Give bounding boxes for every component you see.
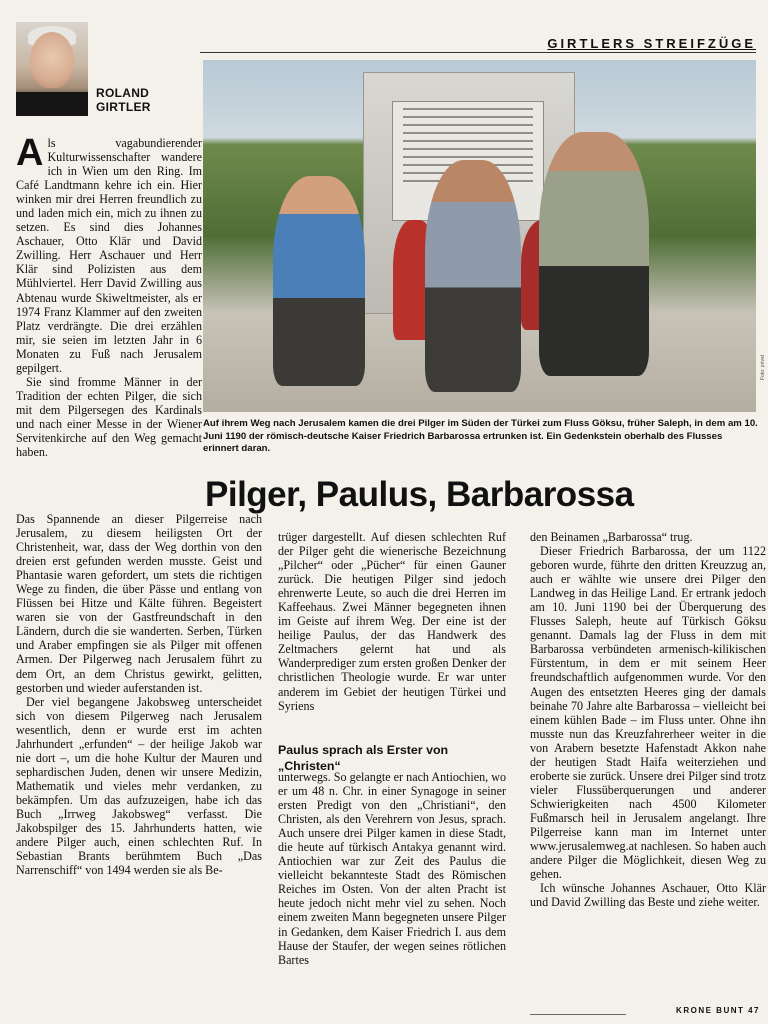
article-paragraph: Als vagabundierender Kulturwissenschafter wandere ich in Wien um den Ring. Im Café Landtmann kehre ich ein. Hier winken mir drei Herren freundlich zu und laden mich ein, mich zu ihnen zu setzen. Es sind dies Johannes Aschauer, Otto Klär und David Zwilling. Herr Aschauer und Herr Klär sind Polizisten aus dem Mühlviertel. Herr David Zwilling aus Abtenau wurde Skiweltmeister, als er 1974 Franz Klammer auf den zweiten Platz verdrängte. Die drei erzählen mir, sie seien im letzten Jahr in 6 Monaten zu Fuß nach Jerusalem gepilgert. [16, 132, 202, 375]
pilgrim-right [539, 132, 649, 376]
article-paragraph: trüger dargestellt. Auf diesen schlechten Ruf der Pilger geht die wienerische Bezeichnung „Pilcher“ oder „Pücher“ für einen Gauner zurück. Die heutigen Pilger sind jedoch ehrenwerte Leute, so auch die drei Herren im Kaffeehaus. Zwei Männer begegneten ihnen im Geiste auf ihrem Weg. Der eine ist der heilige Paulus, der das Handwerk des Zeltmachers gelernt hat und als Wanderprediger zum ersten großen Denker der christlichen Theologie wurde. Er war unter anderem im Gebiet der heutigen Türkei und Syriens [278, 530, 506, 713]
article-paragraph: Ich wünsche Johannes Aschauer, Otto Klär und David Zwilling das Beste und ziehe weiter. [530, 881, 766, 910]
article-column-1-upper [16, 132, 202, 460]
article-headline: Pilger, Paulus, Barbarossa [205, 475, 634, 514]
author-name [96, 86, 196, 114]
article-column-3 [530, 530, 766, 909]
photo-caption: Auf ihrem Weg nach Jerusalem kamen die drei Pilger im Süden der Türkei zum Fluss Göksu, früher Saleph, in dem am 10. Juni 1190 der römisch-deutsche Kaiser Friedrich Barbarossa ertrunken ist. Ein Gedenkstein oberhalb des Flusses erinnert daran. [203, 418, 758, 455]
article-paragraph: Der viel begangene Jakobsweg unterscheidet sich von diesem Pilgerweg nach Jerusalem wesentlich, denn er wurde erst im achten Jahrhundert „erfunden“ – der heilige Jakob war nie dort –, um die hohe Kultur der Mauren und sephardischen Juden, denen wir unsere Medizin, Mathematik und vieles mehr verdanken, zu bekämpfen. Um das aufzuzeigen, habe ich das Buch „Irrweg Jakobsweg“ verfasst. Die Jakobspilger des 15. Jahrhunderts hatten, wie andere Pilger auch, einen schlechten Ruf. In Sebastian Brants berühmtem Buch „Das Narrenschiff“ von 1494 werden sie als Be- [16, 694, 262, 878]
column-kicker: GIRTLERS STREIFZÜGE [547, 36, 756, 51]
article-column-2-lower [278, 770, 506, 967]
header-rule [200, 52, 756, 53]
article-column-2-upper [278, 530, 506, 713]
author-portrait [16, 22, 88, 116]
article-paragraph: Das Spannende an dieser Pilgerreise nach Jerusalem, zu diesem heiligsten Ort der Christenheit, war, dass der Weg dorthin von den dreien erst gefunden werden musste. Geist und Phantasie waren gefordert, um stets die richtigen Wege zu finden, die über Pässe und entlang von Flüssen bei Hitze und Kälte führen. Begeistert waren sie von der Gastfreundschaft in den Ländern, durch die sie wanderten. Serben, Türken und Araber empfingen sie als Pilger mit offenen Armen. Der Pilgerweg nach Jerusalem führt zu dem Ort, an dem Christus gewirkt, gelitten, gestorben und wieder auferstanden ist. [16, 512, 262, 695]
author-first-name: ROLAND [96, 86, 150, 100]
article-paragraph: Dieser Friedrich Barbarossa, der um 1122 geboren wurde, führte den dritten Kreuzzug an, auch er wählte wie unsere drei Pilger den Landweg in das Heilige Land. Er ertrank jedoch am 10. Juni 1190 bei der Überquerung des Flusses Saleph, heute auf Türkisch Göksu genannt. Damals lag der Fluss in dem mit Barbarossa verbündeten armenisch-kilikischen Fürstentum, in dem er mit seinem Heer freundschaftlich aufgenommen wurde. Vor den Augen des entsetzten Heeres ging der damals beinahe 70 Jahre alte Barbarossa – vielleicht bei einem kühlen Bade – im Fluss unter. Ohne ihn musste nun das Kreuzfahrerheer weiter in die von Arabern besetzte Hafenstadt Akkon nahe der heutigen Stadt Haifa weiterziehen und eroberte sie zurück. Unsere drei Pilger sind trotz vieler Flussüberquerungen und anderer Schwierigkeiten nach 4500 Kilometer Fußmarsch heil in Jerusalem angelangt. Ihre Pilgerreise kann man im Internet unter www.jerusalemweg.at nachlesen. So haben auch andere Pilger die Möglichkeit, diesen Weg zu gehen. [530, 544, 766, 882]
page-footer-tag: KRONE BUNT 47 [676, 1006, 760, 1015]
article-paragraph: den Beinamen „Barbarossa“ trug. [530, 530, 693, 544]
article-column-1-lower [16, 512, 262, 877]
article-paragraph: unterwegs. So gelangte er nach Antiochien, wo er um 48 n. Chr. in einer Synagoge in seiner ersten Predigt von den „Christiani“, den Christen, als den Verehrern von Jesus, sprach. Auch unsere drei Pilger kamen in diese Stadt, die heute auf türkisch Antakya genannt wird. Antiochien war zur Zeit des Paulus die vielleicht bekannteste Stadt des Römischen Reiches im Osten. Von der alten Pracht ist heute jedoch nicht mehr viel zu sehen. Noch einem zweiten Mann begegneten unsere Pilger in Gedanken, dem Kaiser Friedrich I. aus dem Hause der Staufer, der wegen seines rötlichen Bartes [278, 770, 506, 967]
pilgrims-photo [203, 60, 756, 412]
pilgrim-left [273, 176, 365, 386]
article-paragraph: Sie sind fromme Männer in der Tradition der echten Pilger, die sich mit dem Pilgersegen des Kardinals und nach einer Messe in der Wiener Servitenkirche auf den Weg gemacht haben. [16, 374, 202, 460]
article-subheading: Paulus sprach als Erster von „Christen“ [278, 743, 449, 773]
drop-cap: A [16, 132, 44, 174]
footer-rule [530, 1014, 626, 1015]
author-last-name: GIRTLER [96, 100, 151, 114]
photo-credit: Foto: privat [760, 354, 766, 380]
pilgrim-middle [425, 160, 521, 392]
